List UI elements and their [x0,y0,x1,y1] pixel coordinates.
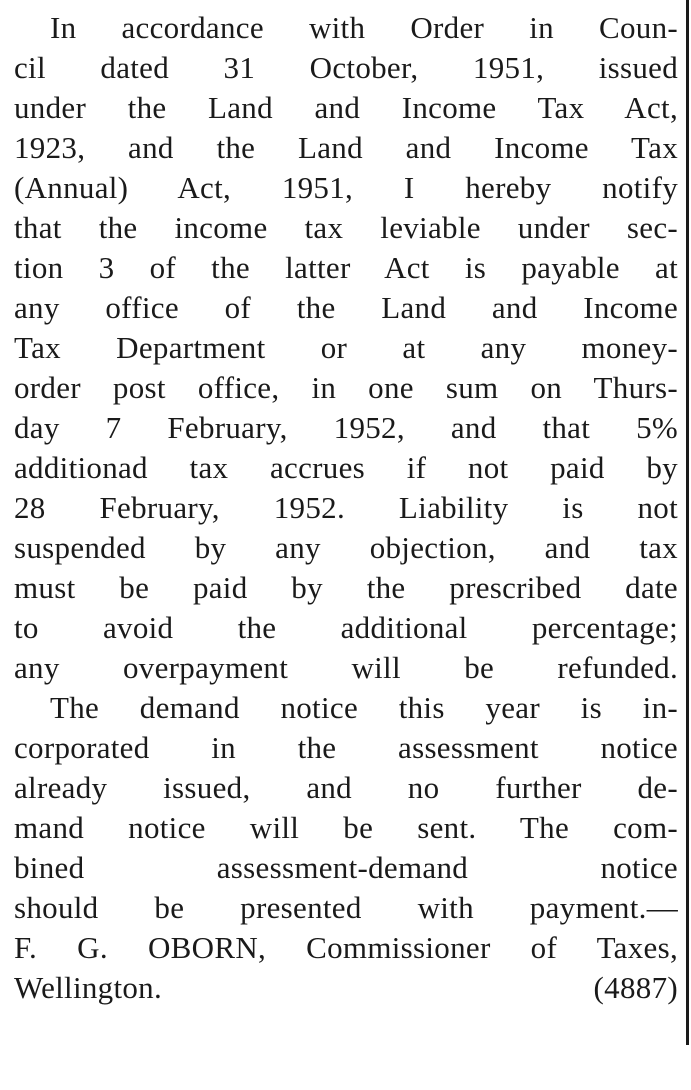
text-line: cil dated 31 October, 1951, issued [14,50,678,85]
column-rule [686,0,689,1045]
text-line: day 7 February, 1952, and that 5% [14,410,678,445]
text-line: must be paid by the prescribed date [14,570,678,605]
signoff-row [14,968,678,1008]
text-line: In accordance with Order in Coun- [50,10,678,45]
text-line: that the income tax leviable under sec- [14,210,678,245]
text-line: additionad tax accrues if not paid by [14,450,678,485]
text-line: 1923, and the Land and Income Tax [14,130,678,165]
text-line: (Annual) Act, 1951, I hereby notify [14,170,678,205]
paragraph-2 [14,688,678,1008]
text-line: The demand notice this year is in- [50,690,678,725]
reference-number: (4887) [593,970,678,1005]
text-line: bined assessment-demand notice [14,850,678,885]
signature-line: F. G. OBORN, Commissioner of Taxes, [14,930,678,965]
text-line: already issued, and no further de- [14,770,678,805]
text-line: corporated in the assessment notice [14,730,678,765]
text-line: to avoid the additional percentage; [14,610,678,645]
text-line: should be presented with payment.— [14,890,678,925]
notice-column [14,8,678,1008]
text-line: any office of the Land and Income [14,290,678,325]
text-line: mand notice will be sent. The com- [14,810,678,845]
text-line: any overpayment will be refunded. [14,650,678,685]
paragraph-1 [14,8,678,688]
text-line: tion 3 of the latter Act is payable at [14,250,678,285]
text-line: under the Land and Income Tax Act, [14,90,678,125]
place-name: Wellington. [14,970,163,1005]
text-line: order post office, in one sum on Thurs- [14,370,678,405]
text-line: suspended by any objection, and tax [14,530,678,565]
text-line: Tax Department or at any money- [14,330,678,365]
text-line: 28 February, 1952. Liability is not [14,490,678,525]
